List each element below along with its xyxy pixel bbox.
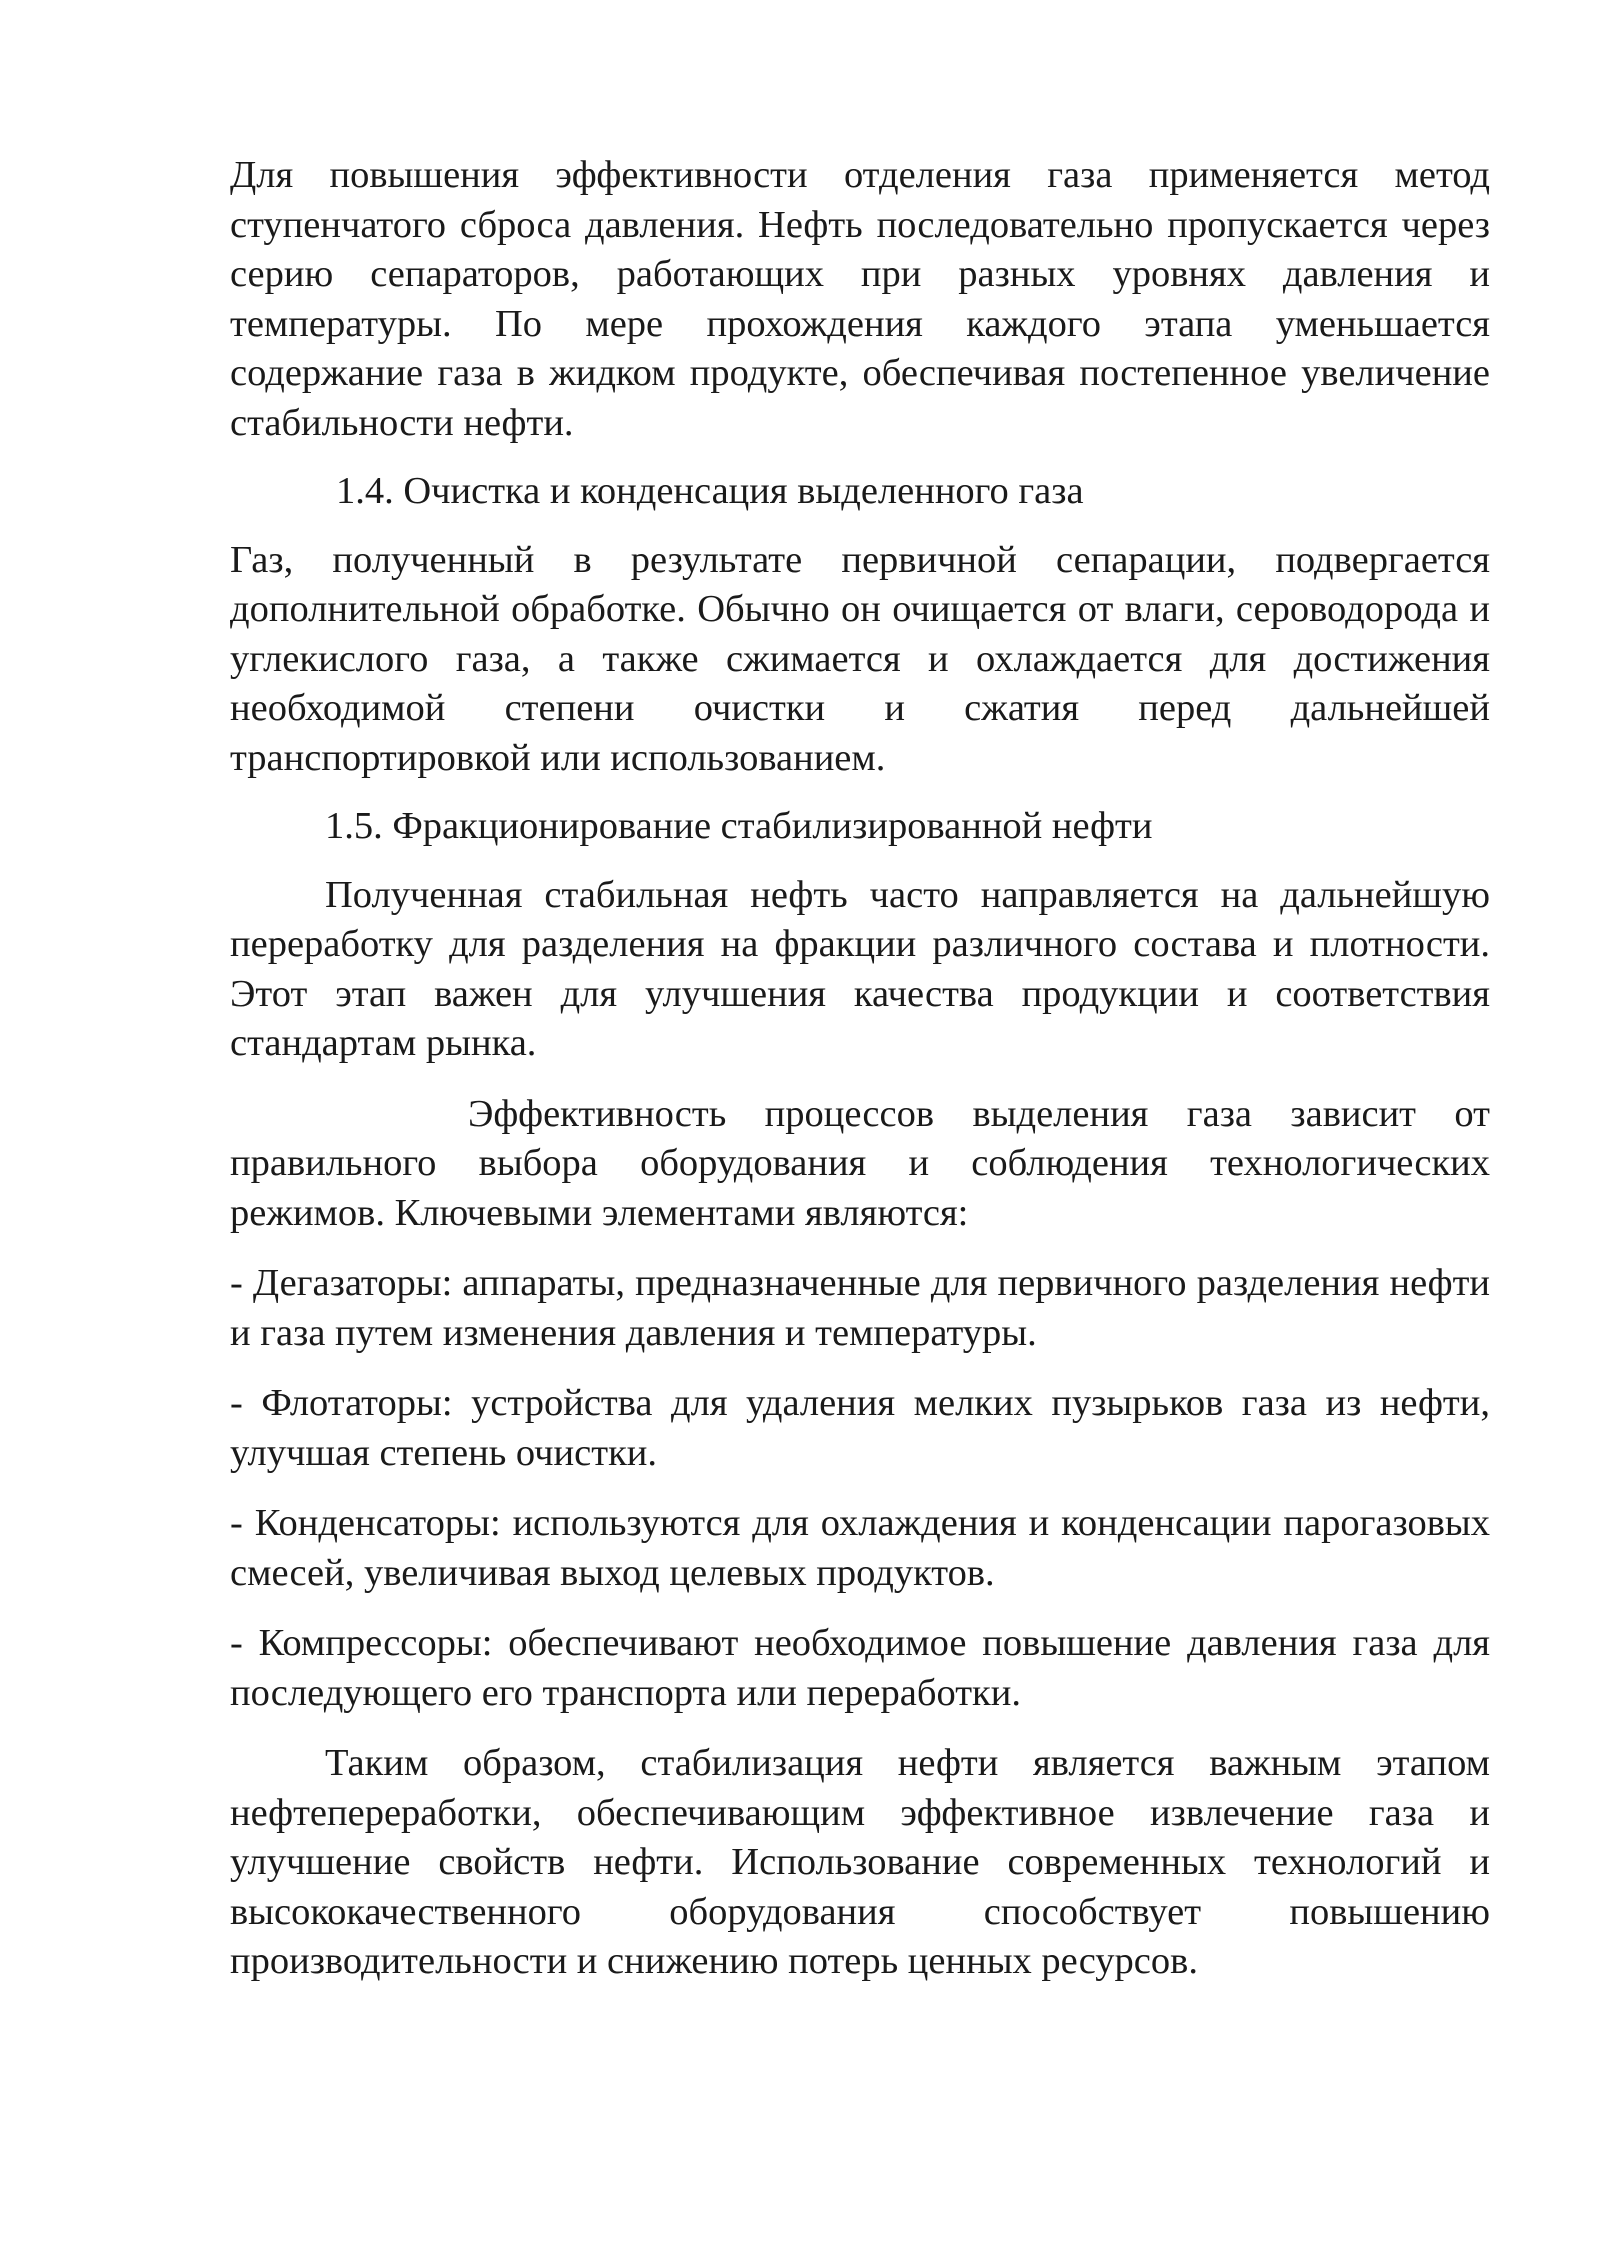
document-body	[230, 151, 1490, 1987]
list-item-compressors: - Компрессоры: обеспечивают необходимое повышение давления газа для последующего его транспорта или переработки.	[230, 1622, 1490, 1714]
paragraph-key-elements-intro: Эффективность процессов выделения газа зависит от правильного выбора оборудования и соблюдения технологических режимов. Ключевыми элементами являются:	[230, 1092, 1490, 1234]
paragraph-stepwise-pressure: Для повышения эффективности отделения газа применяется метод ступенчатого сброса давления. Нефть последовательно пропускается через серию сепараторов, работающих при разных уровнях давления и температуры. По мере прохождения каждого этапа уменьшается содержание газа в жидком продукте, обеспечивая постепенное увеличение стабильности нефти.	[230, 154, 1490, 444]
section-heading-1-4: 1.4. Очистка и конденсация выделенного газа	[336, 470, 1084, 512]
list-item-condensers: - Конденсаторы: используются для охлаждения и конденсации парогазовых смесей, увеличивая выход целевых продуктов.	[230, 1502, 1490, 1594]
list-item-degassers: - Дегазаторы: аппараты, предназначенные для первичного разделения нефти и газа путем изменения давления и температуры.	[230, 1262, 1490, 1354]
section-heading-1-5: 1.5. Фракционирование стабилизированной нефти	[325, 805, 1153, 847]
list-item-flotators: - Флотаторы: устройства для удаления мелких пузырьков газа из нефти, улучшая степень очистки.	[230, 1382, 1490, 1474]
paragraph-gas-treatment: Газ, полученный в результате первичной сепарации, подвергается дополнительной обработке. Обычно он очищается от влаги, сероводорода и углекислого газа, а также сжимается и охлаждается для достижения необходимой степени очистки и сжатия перед дальнейшей транспортировкой или использованием.	[230, 538, 1490, 779]
paragraph-fractionation: Полученная стабильная нефть часто направляется на дальнейшую переработку для разделения на фракции различного состава и плотности. Этот этап важен для улучшения качества продукции и соответствия стандартам рынка.	[230, 873, 1490, 1064]
paragraph-conclusion: Таким образом, стабилизация нефти является важным этапом нефтепереработки, обеспечивающим эффективное извлечение газа и улучшение свойств нефти. Использование современных технологий и высококачественного оборудования способствует повышению производительности и снижению потерь ценных ресурсов.	[230, 1742, 1490, 1982]
